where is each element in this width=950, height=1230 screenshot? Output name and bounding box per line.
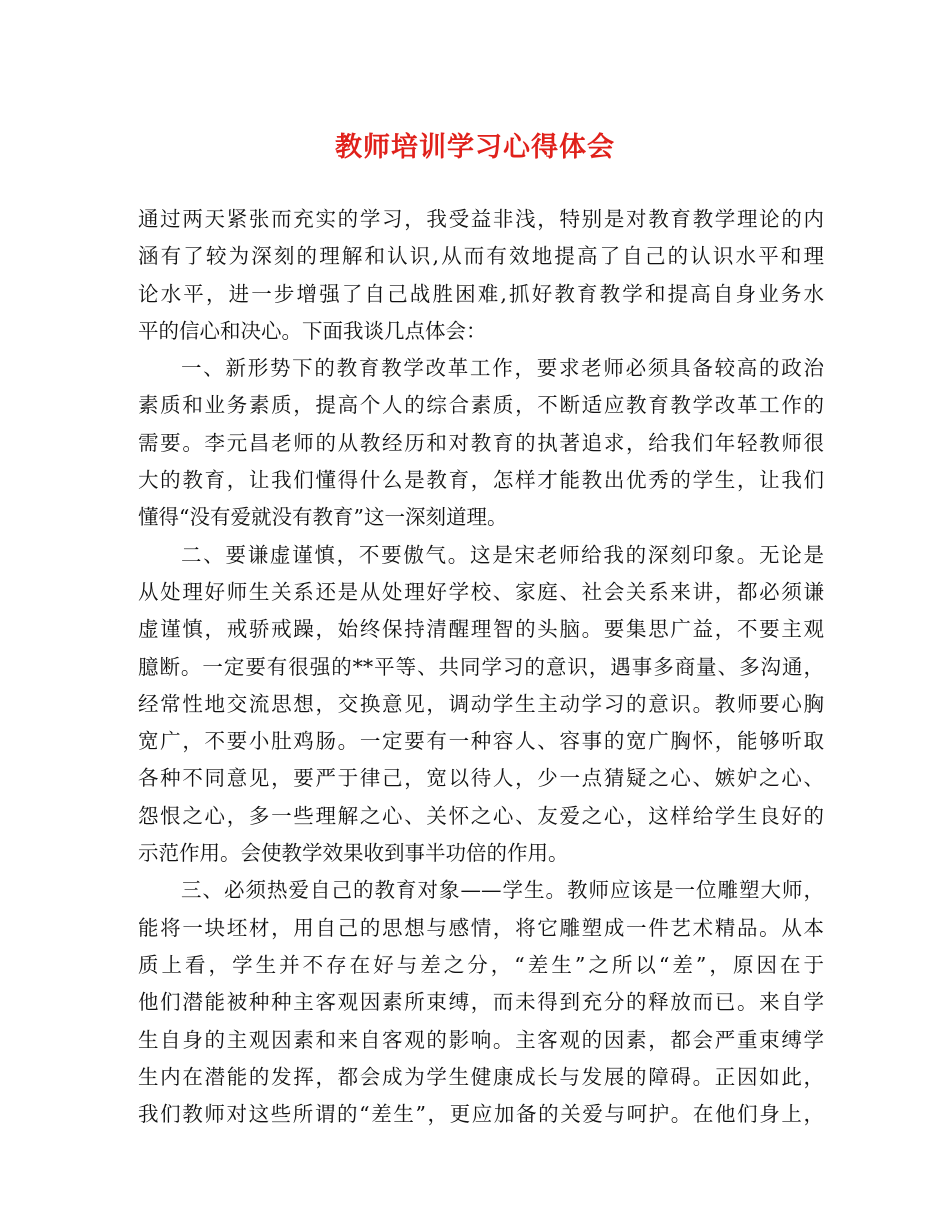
body-line: 大的教育，让我们懂得什么是教育，怎样才能教出优秀的学生，让我们 — [138, 468, 824, 493]
body-line: 素质和业务素质，提高个人的综合素质，不断适应教育教学改革工作的 — [138, 393, 824, 418]
body-line: 涵有了较为深刻的理解和认识,从而有效地提高了自己的认识水平和理 — [138, 244, 824, 269]
body-line: 宽广，不要小肚鸡肠。一定要有一种容人、容事的宽广胸怀，能够听取 — [138, 729, 824, 754]
body-line: 各种不同意见，要严于律己，宽以待人，少一点猜疑之心、嫉妒之心、 — [138, 766, 824, 791]
body-line: 质上看，学生并不存在好与差之分，“差生”之所以“差”，原因在于 — [138, 952, 824, 977]
body-line: 示范作用。会使教学效果收到事半功倍的作用。 — [138, 841, 569, 866]
body-line: 论水平，进一步增强了自己战胜困难,抓好教育教学和提高自身业务水 — [138, 281, 824, 306]
body-line: 能将一块坯材，用自己的思想与感情，将它雕塑成一件艺术精品。从本 — [138, 915, 824, 940]
body-line: 怨恨之心，多一些理解之心、关怀之心、友爱之心，这样给学生良好的 — [138, 803, 824, 828]
body-line: 通过两天紧张而充实的学习，我受益非浅，特别是对教育教学理论的内 — [138, 207, 824, 231]
body-line: 懂得“没有爱就没有教育”这一深刻道理。 — [138, 505, 508, 530]
body-line: 平的信心和决心。下面我谈几点体会： — [138, 318, 487, 343]
body-line: 生内在潜能的发挥，都会成为学生健康成长与发展的障碍。正因如此， — [138, 1064, 824, 1089]
body-line: 三、必须热爱自己的教育对象——学生。教师应该是一位雕塑大师， — [181, 878, 824, 903]
body-line: 虚谨慎，戒骄戒躁，始终保持清醒理智的头脑。要集思广益，不要主观 — [138, 617, 824, 642]
body-line: 一、新形势下的教育教学改革工作，要求老师必须具备较高的政治 — [181, 356, 824, 381]
body-line: 从处理好师生关系还是从处理好学校、家庭、社会关系来讲，都必须谦 — [138, 579, 824, 604]
document-body — [138, 201, 824, 1133]
body-line: 经常性地交流思想，交换意见，调动学生主动学习的意识。教师要心胸 — [138, 691, 824, 716]
body-line: 二、要谦虚谨慎，不要傲气。这是宋老师给我的深刻印象。无论是 — [181, 542, 824, 567]
body-line: 需要。李元昌老师的从教经历和对教育的执著追求，给我们年轻教师很 — [138, 430, 824, 455]
body-line: 臆断。一定要有很强的**平等、共同学习的意识，遇事多商量、多沟通， — [138, 654, 824, 679]
document-title: 教师培训学习心得体会 — [335, 132, 615, 163]
body-line: 他们潜能被种种主客观因素所束缚，而未得到充分的释放而已。来自学 — [138, 990, 824, 1015]
body-line: 生自身的主观因素和来自客观的影响。主客观的因素，都会严重束缚学 — [138, 1027, 824, 1052]
body-line: 我们教师对这些所谓的“差生”，更应加备的关爱与呵护。在他们身上， — [138, 1102, 824, 1127]
